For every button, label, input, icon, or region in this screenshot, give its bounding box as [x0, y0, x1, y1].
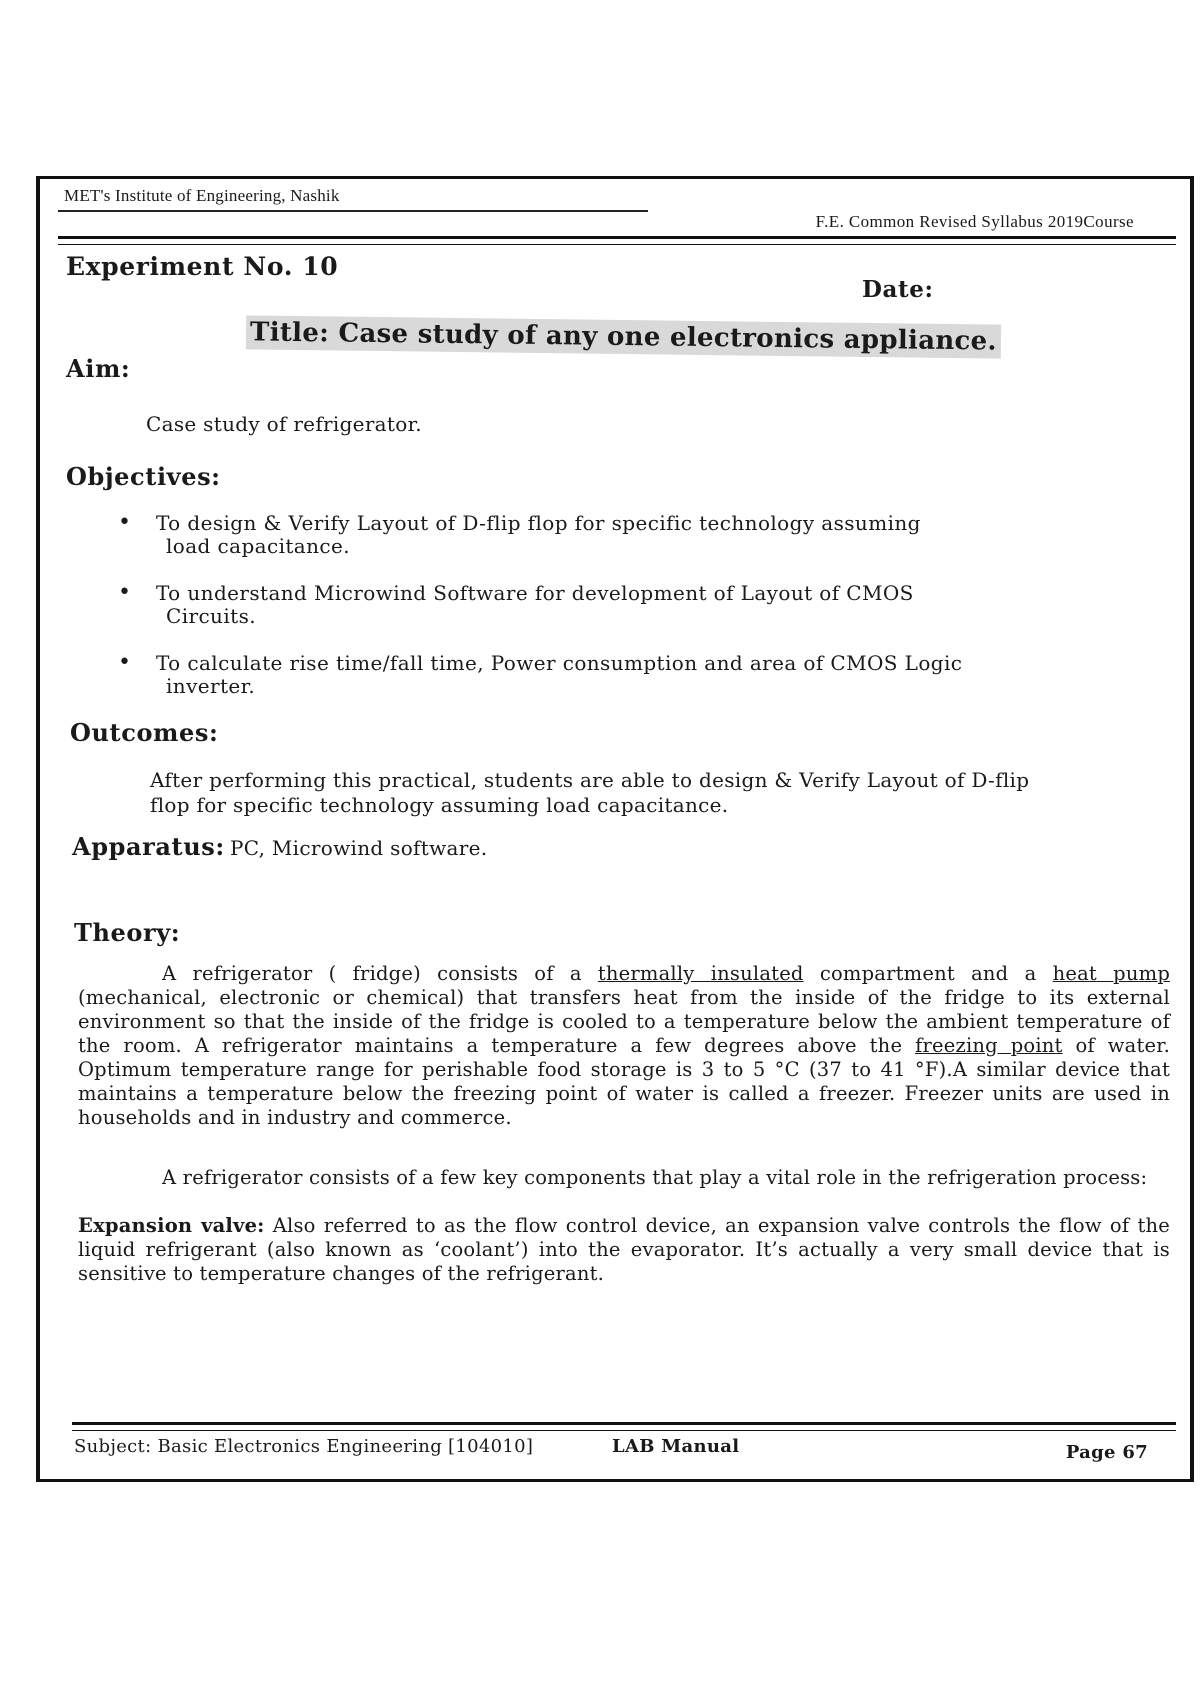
- header-course: F.E. Common Revised Syllabus 2019Course: [815, 212, 1134, 231]
- outcomes-line1: After performing this practical, students are able to design & Verify Layout of D-flip: [150, 768, 1030, 792]
- footer-subject: Subject: Basic Electronics Engineering [104010]: [74, 1436, 534, 1457]
- expansion-valve-text: Also referred to as the flow control device, an expansion valve controls the flow of the liquid refrigerant (also known as ‘coolant’) into the evaporator. It’s actually a very small device that is sensitive to temperature changes of the refrigerant.: [78, 1214, 1170, 1285]
- footer-divider: [72, 1422, 1176, 1431]
- outcomes-line2: flop for specific technology assuming load capacitance.: [150, 793, 729, 817]
- objective-3-line1: To calculate rise time/fall time, Power consumption and area of CMOS Logic: [156, 651, 963, 675]
- objective-item-1: [156, 512, 1056, 558]
- footer-page-number: Page 67: [1065, 1442, 1148, 1463]
- bullet-icon: •: [118, 580, 131, 605]
- link-heat-pump[interactable]: heat pump: [1052, 962, 1170, 985]
- theory-paragraph-1: [78, 962, 1170, 1130]
- bullet-icon: •: [118, 650, 131, 675]
- objective-3-line2: inverter.: [166, 674, 256, 698]
- objective-2-line1: To understand Microwind Software for development of Layout of CMOS: [156, 581, 914, 605]
- date-label: Date:: [862, 276, 934, 303]
- link-freezing-point[interactable]: freezing point: [915, 1034, 1063, 1057]
- apparatus-text: PC, Microwind software.: [229, 836, 488, 860]
- aim-heading: Aim:: [66, 354, 131, 383]
- footer-manual: LAB Manual: [612, 1436, 740, 1457]
- bullet-icon: •: [118, 510, 131, 535]
- objective-1-line1: To design & Verify Layout of D-flip flop for specific technology assuming: [156, 511, 921, 535]
- theory-p1-text-b: compartment and a: [803, 962, 1053, 985]
- outcomes-text: [150, 768, 1029, 818]
- link-thermally-insulated[interactable]: thermally insulated: [597, 962, 804, 985]
- page-border: [36, 176, 1194, 1482]
- theory-heading: Theory:: [74, 918, 181, 947]
- theory-p1-text-d: of water. Optimum temperature range for perishable food storage is 3 to 5 °C (37 to 41 °F).A similar device that maintains a temperature below the freezing point of water is called a freezer. Freezer units are used in households and in industry and commerce.: [78, 1034, 1170, 1129]
- theory-paragraph-2: [78, 1166, 1170, 1190]
- page-title: Title: Case study of any one electronics appliance.: [246, 315, 1001, 358]
- objective-item-3: [156, 652, 1176, 698]
- apparatus-heading: Apparatus:: [72, 832, 225, 861]
- objective-1-line2: load capacitance.: [166, 534, 351, 558]
- expansion-valve-term: Expansion valve:: [78, 1214, 265, 1237]
- theory-p2-text: A refrigerator consists of a few key components that play a vital role in the refrigeration process:: [162, 1166, 1148, 1189]
- theory-paragraph-3: [78, 1214, 1170, 1286]
- apparatus-row: [72, 832, 487, 861]
- experiment-number: Experiment No. 10: [66, 252, 339, 281]
- objective-2-line2: Circuits.: [166, 604, 256, 628]
- header-underline: [58, 210, 648, 212]
- aim-text: Case study of refrigerator.: [146, 412, 422, 436]
- header-divider: [58, 236, 1176, 245]
- outcomes-heading: Outcomes:: [70, 718, 219, 747]
- objectives-heading: Objectives:: [66, 462, 221, 491]
- theory-p1-text-a: A refrigerator ( fridge) consists of a: [162, 962, 598, 985]
- header-institute: MET's Institute of Engineering, Nashik: [64, 186, 340, 205]
- objective-item-2: [156, 582, 1056, 628]
- theory-p1-text-c: (mechanical, electronic or chemical) that transfers heat from the inside of the fridge to its external environment so that the inside of the fridge is cooled to a temperature below the ambient temperature of the room. A refrigerator maintains a temperature a few degrees above the: [78, 986, 1170, 1057]
